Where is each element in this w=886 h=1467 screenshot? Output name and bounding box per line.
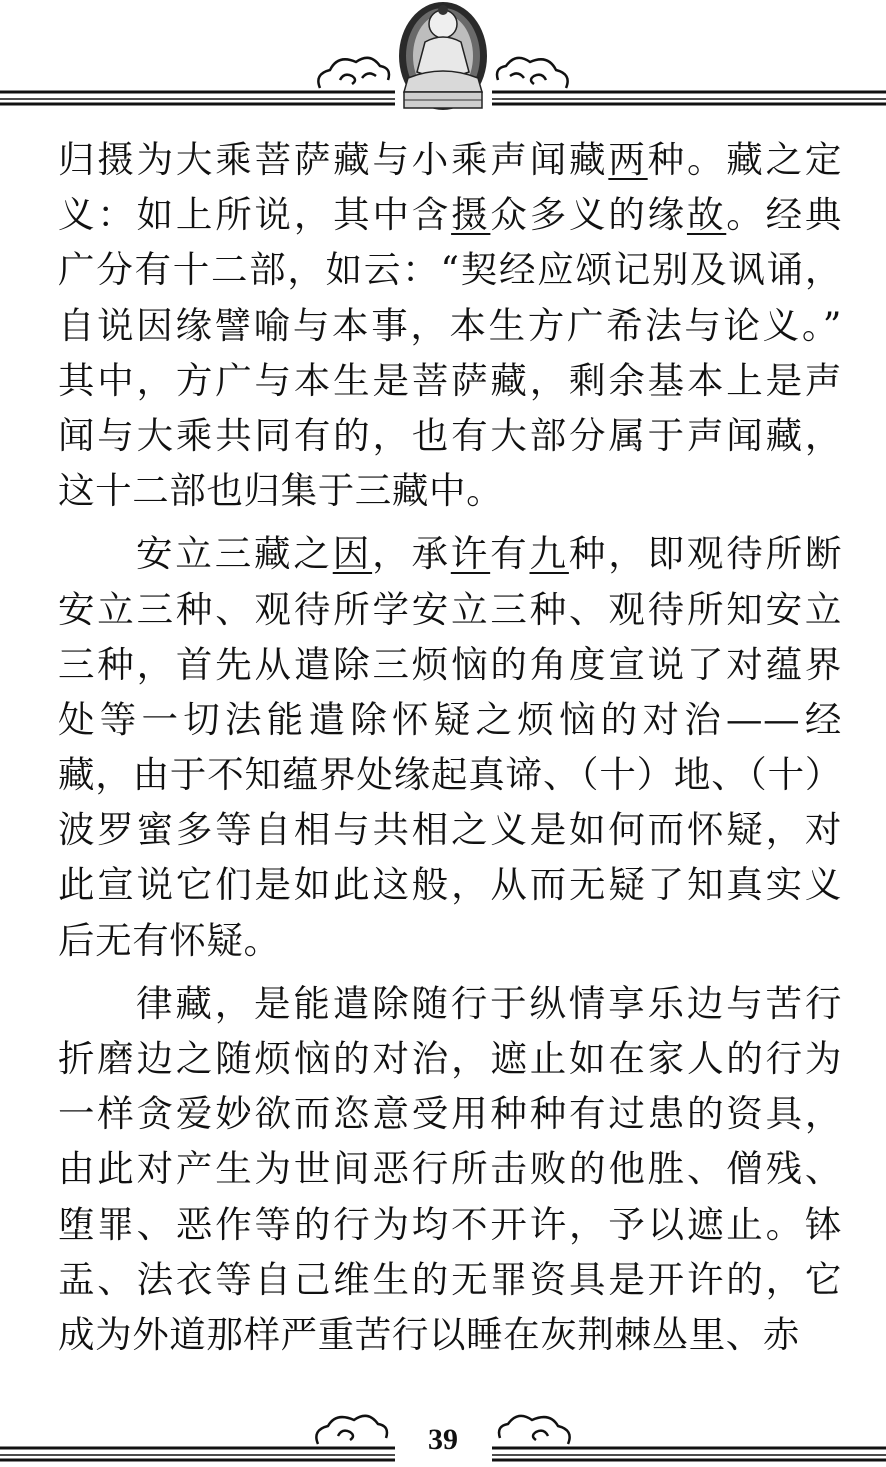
text-line	[58, 802, 842, 857]
text-run: 由此对产生为世间恶行所击败的他胜、僧残、	[58, 1147, 842, 1191]
text-run: 闻与大乘共同有的，也有大部分属于声闻藏，	[58, 413, 842, 457]
text-run: 种。藏之定	[647, 138, 842, 181]
body-text	[58, 132, 842, 1362]
underlined-term: 九	[529, 532, 569, 576]
paragraph	[58, 132, 842, 518]
text-line	[58, 1252, 842, 1307]
text-line	[58, 857, 842, 912]
text-line	[58, 1141, 842, 1196]
underlined-term: 许	[450, 532, 491, 576]
text-run: 其中，方广与本生是菩萨藏，剩余基本上是声	[58, 358, 842, 402]
text-run: 折磨边之随烦恼的对治，遮止如在家人的行为	[58, 1037, 842, 1080]
text-run: 种，即观待所断	[568, 532, 843, 576]
text-run: 波罗蜜多等自相与共相之义是如何而怀疑，对	[58, 808, 842, 852]
text-run: 。经典	[726, 193, 842, 237]
text-run: 义：如上所说，其中含	[58, 193, 452, 237]
text-line	[58, 242, 842, 297]
text-line	[58, 913, 842, 968]
text-line	[58, 132, 842, 187]
text-run: 安立三种、观待所学安立三种、观待所知安立	[58, 587, 842, 631]
underlined-term: 因	[332, 532, 373, 576]
text-line	[58, 582, 842, 637]
header-rule-right	[492, 92, 886, 104]
paragraph-gap	[58, 968, 842, 976]
text-run: 有	[490, 532, 530, 576]
text-run: ，承	[372, 532, 451, 576]
text-run: 律藏，是能遣除随行于纵情享乐边与苦行	[136, 981, 842, 1025]
text-run: 此宣说它们是如此这般，从而无疑了知真实义	[58, 863, 842, 907]
seated-buddha-icon	[399, 2, 487, 110]
text-run: 堕罪、恶作等的行为均不开许，予以遮止。钵	[58, 1202, 842, 1246]
text-run: 一样贪爱妙欲而恣意受用种种有过患的资具，	[58, 1092, 842, 1136]
text-line	[58, 526, 842, 581]
text-run: 后无有怀疑。	[58, 918, 281, 962]
text-line	[58, 408, 842, 463]
text-run: 盂、法衣等自己维生的无罪资具是开许的，它	[58, 1257, 842, 1301]
cloud-scroll-icon	[318, 58, 389, 88]
paragraph-gap	[58, 518, 842, 526]
text-line	[58, 1307, 842, 1362]
page-header-ornament	[0, 0, 886, 112]
text-run: 这十二部也归集于三藏中。	[58, 469, 504, 513]
text-line	[58, 976, 842, 1031]
text-line	[58, 1031, 842, 1086]
text-run: 三种，首先从遣除三烦恼的角度宣说了对蕴界	[58, 642, 842, 686]
text-line	[58, 637, 842, 692]
paragraph	[58, 976, 842, 1362]
text-line	[58, 298, 842, 353]
text-run: 众多义的缘	[490, 193, 687, 237]
underlined-term: 摄	[451, 193, 491, 237]
text-line	[58, 463, 842, 518]
text-line	[58, 1086, 842, 1141]
header-rule-left	[0, 92, 395, 104]
underlined-term: 故	[686, 193, 727, 237]
text-run: 广分有十二部，如云：“契经应颂记别及讽诵，	[58, 248, 842, 292]
cloud-scroll-icon	[497, 58, 568, 88]
text-line	[58, 187, 842, 242]
text-line	[58, 1197, 842, 1252]
text-run: 处等一切法能遣除怀疑之烦恼的对治——经	[58, 697, 842, 741]
text-line	[58, 692, 842, 747]
text-run: 安立三藏之	[136, 532, 333, 576]
text-run: 成为外道那样严重苦行以睡在灰荆棘丛里、赤	[58, 1312, 800, 1356]
paragraph	[58, 526, 842, 968]
underlined-term: 两	[608, 138, 648, 181]
page-number: 39	[428, 1423, 458, 1456]
text-run: 自说因缘譬喻与本事，本生方广希法与论义。”	[58, 303, 842, 347]
text-run: 归摄为大乘菩萨藏与小乘声闻藏	[58, 138, 609, 181]
text-run: 藏，由于不知蕴界处缘起真谛、（十）地、（十）	[58, 753, 842, 797]
text-line	[58, 747, 842, 802]
text-line	[58, 353, 842, 408]
